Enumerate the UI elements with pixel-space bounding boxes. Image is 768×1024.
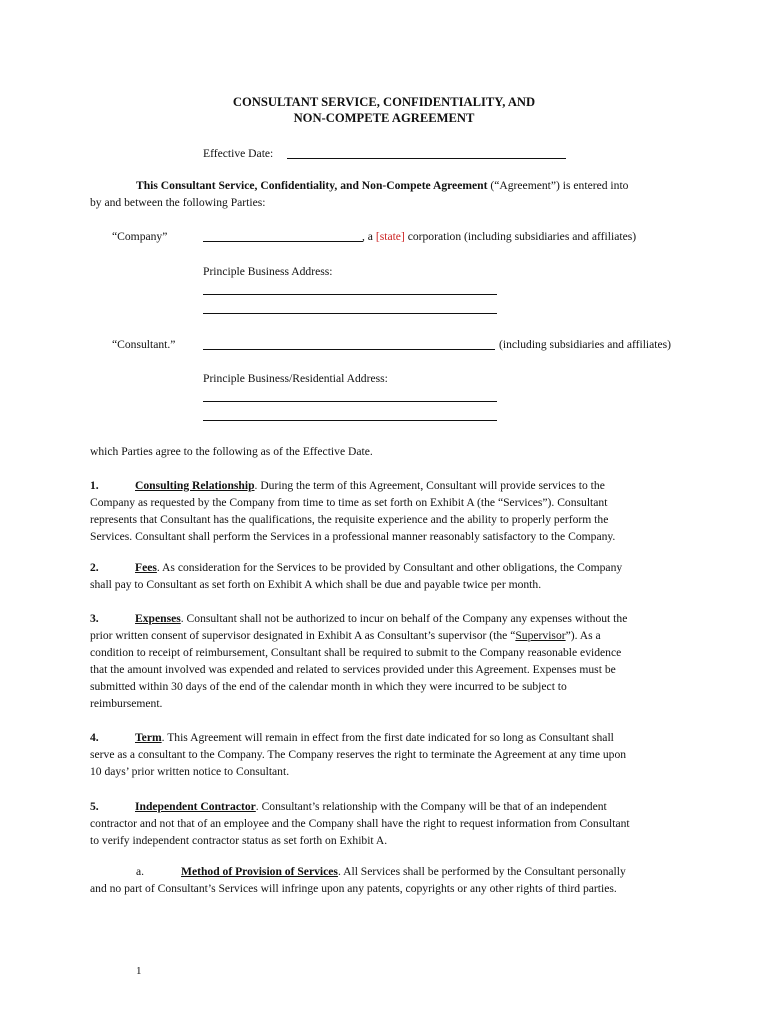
consultant-address-line1-field[interactable] xyxy=(203,401,497,402)
section-1-line3: represents that Consultant has the qualifications, the requisite experience and the ability to properly perform the xyxy=(90,513,609,526)
section-5a-letter: a. xyxy=(136,865,145,878)
consultant-address-label: Principle Business/Residential Address: xyxy=(203,372,388,385)
section-5a-line2: and no part of Consultant’s Services will infringe upon any patents, copyrights or any other rights of third parties. xyxy=(90,882,617,895)
section-2-heading: Fees xyxy=(135,561,157,574)
section-1-line1: 1. Consulting Relationship. During the term of this Agreement, Consultant will provide services to the xyxy=(90,479,605,492)
section-5a-heading: Method of Provision of Services xyxy=(181,865,338,878)
section-5-number: 5. xyxy=(90,800,99,813)
intro-bold: This Consultant Service, Confidentiality, and Non-Compete Agreement xyxy=(136,179,488,192)
section-3-line5: submitted within 30 days of the end of the calendar month in which they were incurred to be subject to xyxy=(90,680,567,693)
section-1-number: 1. xyxy=(90,479,99,492)
consultant-label: “Consultant.” xyxy=(112,338,176,351)
section-5-line3: to verify independent contractor status as set forth on Exhibit A. xyxy=(90,834,388,847)
section-3-line4: that the amount involved was expended and related to services provided under this Agreement. Expenses must be xyxy=(90,663,616,676)
section-3-line3: condition to receipt of reimbursement, Consultant shall be required to submit to the Company reasonable evidence xyxy=(90,646,622,659)
company-address-line2-field[interactable] xyxy=(203,313,497,314)
company-name-field[interactable] xyxy=(203,241,363,242)
agree-line: which Parties agree to the following as of the Effective Date. xyxy=(90,445,373,458)
section-5-line1: 5. Independent Contractor. Consultant’s relationship with the Company will be that of an independent xyxy=(90,800,607,813)
company-description: , a [state] corporation (including subsidiaries and affiliates) xyxy=(362,230,637,243)
page-number: 1 xyxy=(136,965,142,977)
section-4-line1: 4. Term. This Agreement will remain in effect from the first date indicated for so long as Consultant shall xyxy=(90,731,614,744)
intro-line2: by and between the following Parties: xyxy=(90,196,266,209)
document-title-line2: NON-COMPETE AGREEMENT xyxy=(293,111,475,125)
section-4-heading: Term xyxy=(135,731,162,744)
section-3-heading: Expenses xyxy=(135,612,181,625)
consultant-description: (including subsidiaries and affiliates) xyxy=(499,338,672,351)
section-2-number: 2. xyxy=(90,561,99,574)
section-5-line2: contractor and not that of an employee and the Company shall have the right to request information from Consultant xyxy=(90,817,630,830)
intro-line1: This Consultant Service, Confidentiality, and Non-Compete Agreement (“Agreement”) is entered into xyxy=(136,179,629,192)
section-1-line2: Company as requested by the Company from time to time as set forth on Exhibit A (the “Services”). Consultant xyxy=(90,496,608,509)
section-3-line6: reimbursement. xyxy=(90,697,163,710)
section-5-heading: Independent Contractor xyxy=(135,800,256,813)
section-3-line2: prior written consent of supervisor designated in Exhibit A as Consultant’s supervisor (the “Supervisor”). As a xyxy=(90,629,601,642)
section-4-number: 4. xyxy=(90,731,99,744)
document-title-line1: CONSULTANT SERVICE, CONFIDENTIALITY, AND xyxy=(232,95,536,109)
company-address-line1-field[interactable] xyxy=(203,294,497,295)
section-5a-line1: a. Method of Provision of Services. All Services shall be performed by the Consultant personally xyxy=(136,865,626,878)
section-3-line1: 3. Expenses. Consultant shall not be authorized to incur on behalf of the Company any expenses without the xyxy=(90,612,628,625)
effective-date-label: Effective Date: xyxy=(203,147,274,160)
company-address-label: Principle Business Address: xyxy=(203,265,333,278)
company-label: “Company” xyxy=(112,230,168,243)
consultant-name-field[interactable] xyxy=(203,349,495,350)
state-placeholder: [state] xyxy=(375,230,405,243)
section-3-number: 3. xyxy=(90,612,99,625)
section-2-line2: shall pay to Consultant as set forth on Exhibit A which shall be due and payable twice per month. xyxy=(90,578,542,591)
section-1-heading: Consulting Relationship xyxy=(135,479,255,492)
section-2-line1: 2. Fees. As consideration for the Services to be provided by Consultant and other obligations, the Company xyxy=(90,561,623,574)
section-4-line2: serve as a consultant to the Company. The Company reserves the right to terminate the Agreement at any time upon xyxy=(90,748,627,761)
section-1-line4: Services. Consultant shall perform the Services in a professional manner reasonably satisfactory to the Company. xyxy=(90,530,616,543)
effective-date-field[interactable] xyxy=(287,158,566,159)
consultant-address-line2-field[interactable] xyxy=(203,420,497,421)
supervisor-term: Supervisor xyxy=(515,629,566,642)
section-4-line3: 10 days’ prior written notice to Consultant. xyxy=(90,765,290,778)
